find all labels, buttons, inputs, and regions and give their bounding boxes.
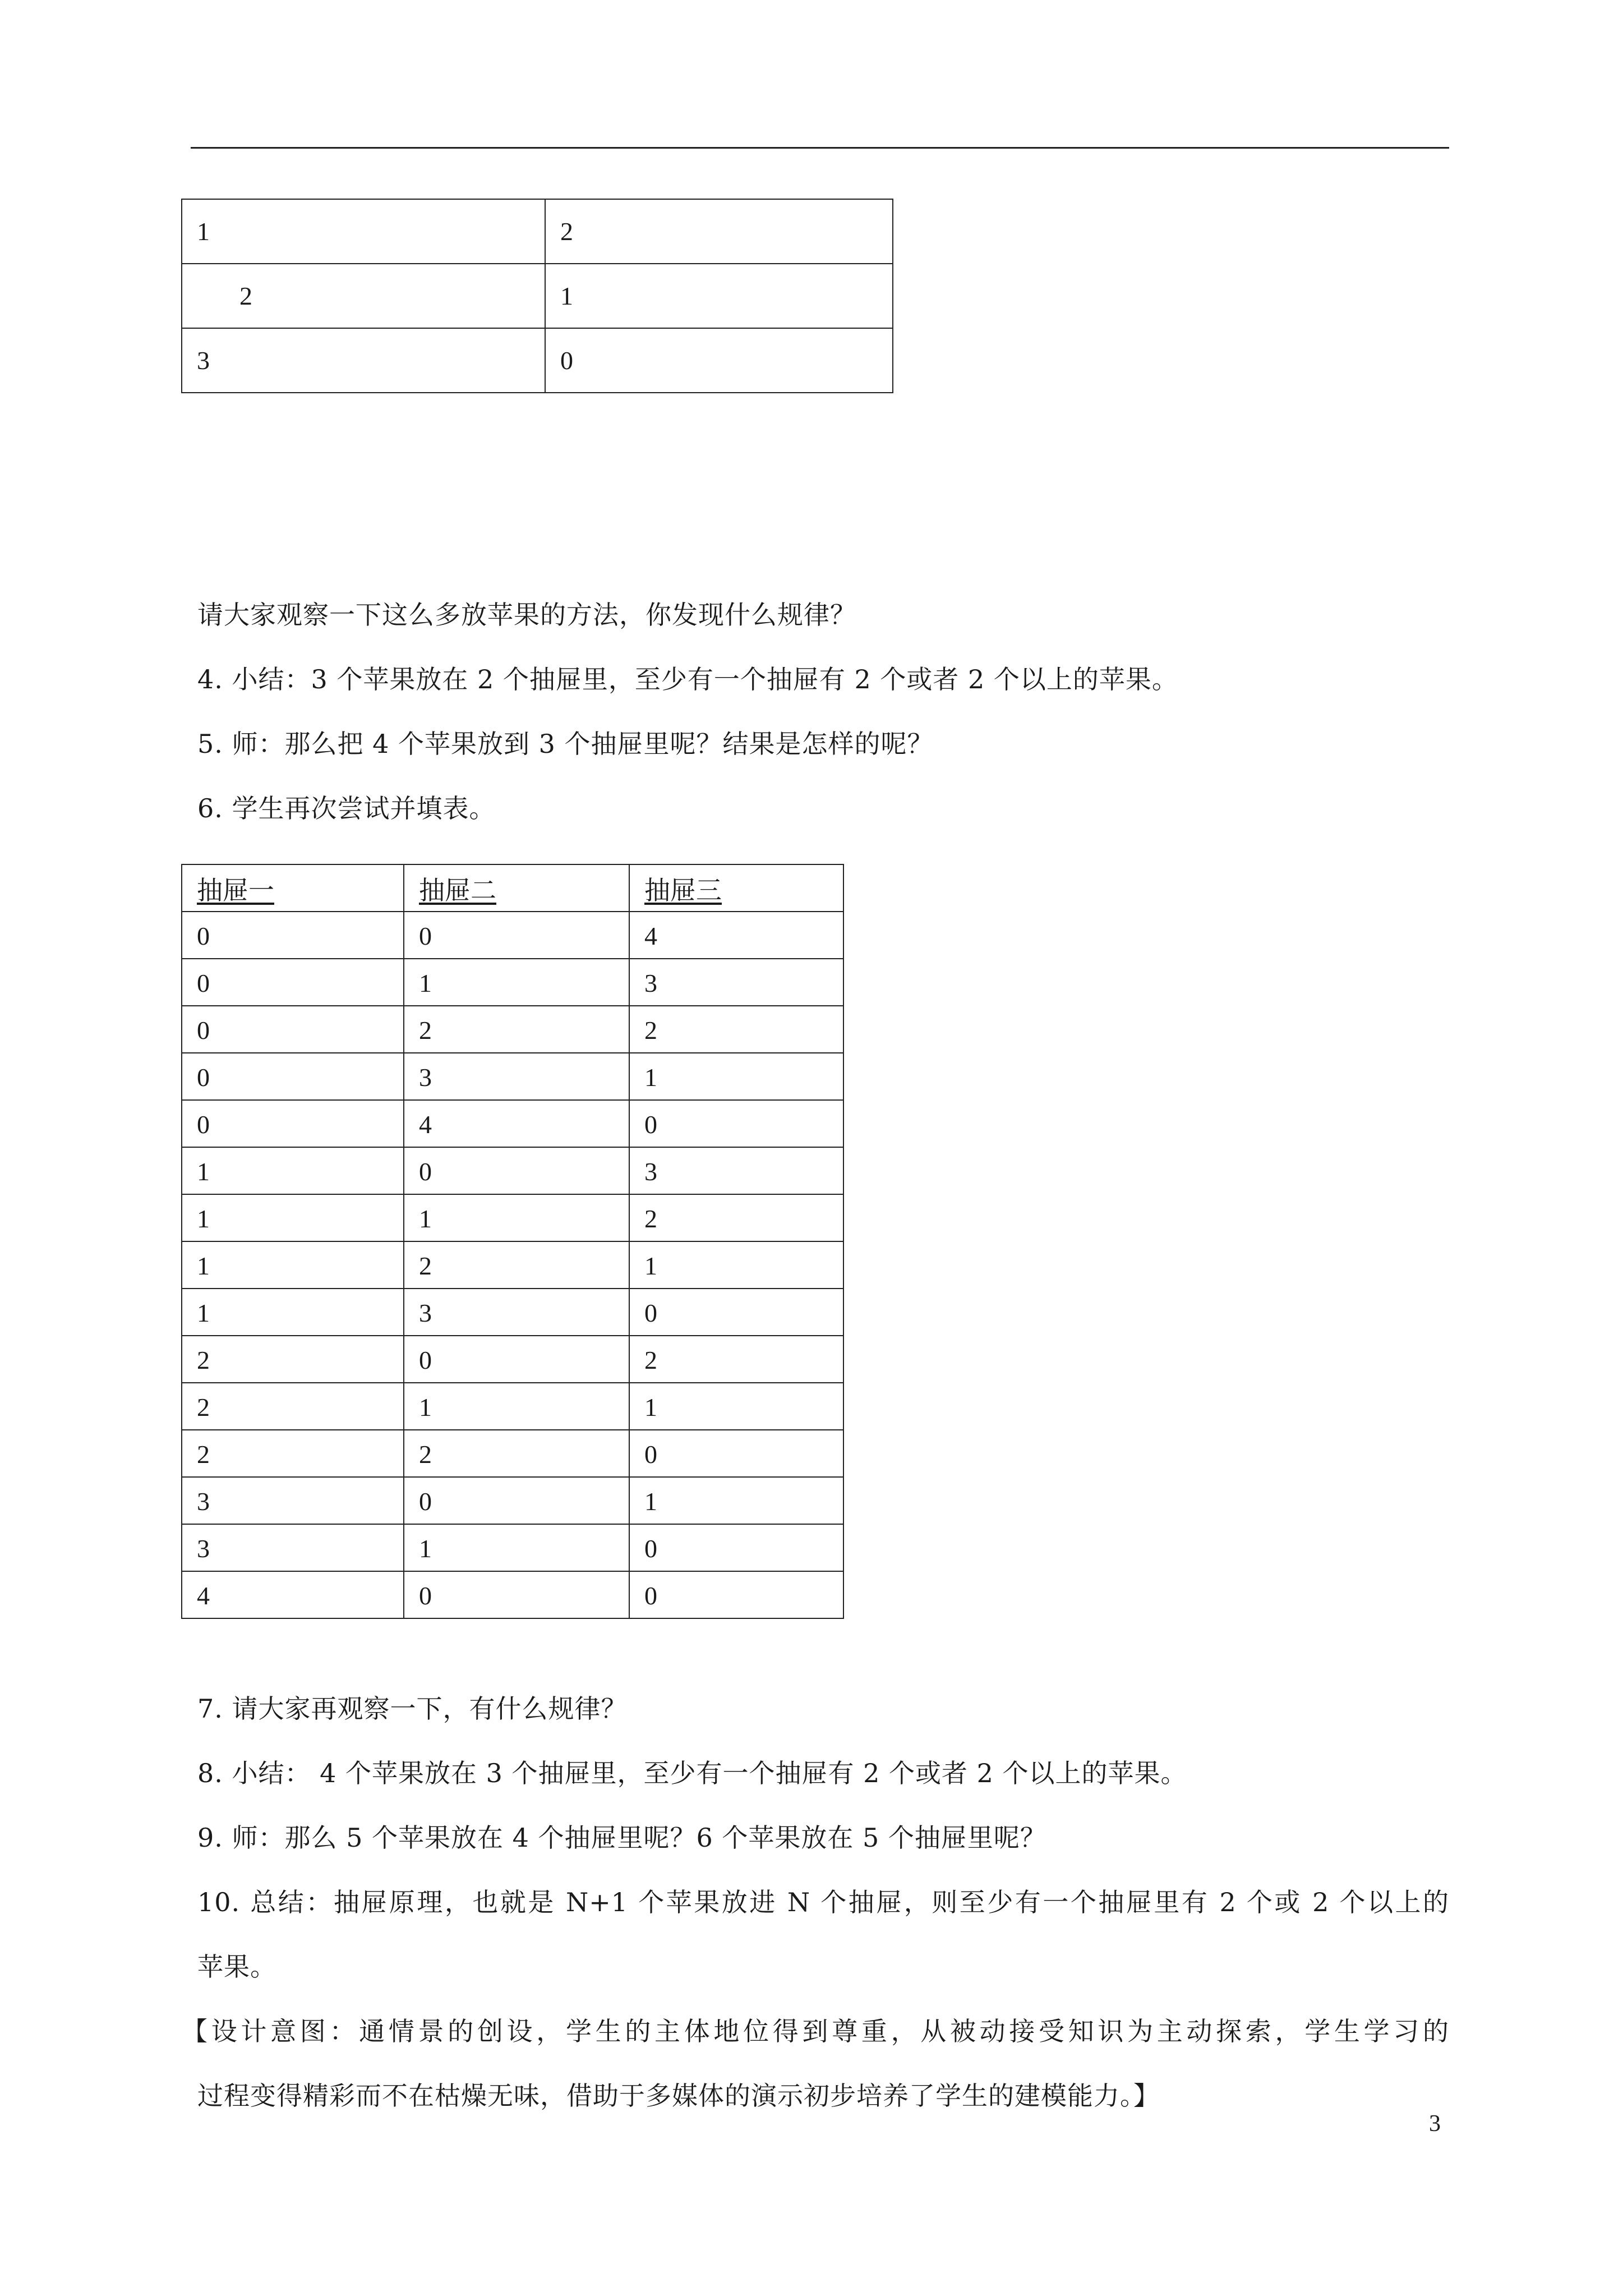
table-header-cell: 抽屉三 — [629, 864, 843, 912]
table-row — [182, 1477, 843, 1524]
table-cell: 0 — [404, 1571, 629, 1618]
table-apples-two-drawers — [181, 199, 893, 393]
table-cell: 0 — [629, 1430, 843, 1477]
table-cell: 1 — [545, 264, 893, 328]
table-cell: 0 — [404, 912, 629, 959]
paragraph-conclusion-10-cont: 苹果。 — [197, 1952, 276, 1982]
table-cell: 0 — [182, 1100, 404, 1147]
table-cell: 4 — [629, 912, 843, 959]
table-cell: 0 — [404, 1336, 629, 1383]
page-number: 3 — [1429, 2111, 1441, 2137]
table-cell: 1 — [404, 1524, 629, 1571]
table-cell: 0 — [182, 912, 404, 959]
table-cell: 4 — [182, 1571, 404, 1618]
table-cell: 1 — [404, 1194, 629, 1241]
table-cell: 0 — [629, 1524, 843, 1571]
table-cell: 2 — [182, 264, 545, 328]
paragraph-observe: 请大家观察一下这么多放苹果的方法，你发现什么规律？ — [197, 600, 856, 630]
table-header-row — [182, 864, 843, 912]
table-row — [182, 328, 893, 393]
table-row — [182, 1430, 843, 1477]
table-cell: 3 — [404, 1053, 629, 1100]
table-cell: 2 — [404, 1430, 629, 1477]
table-cell: 0 — [182, 1053, 404, 1100]
table-cell: 0 — [629, 1289, 843, 1336]
table-row — [182, 1053, 843, 1100]
paragraph-summary-8: 8. 小结： 4 个苹果放在 3 个抽屉里，至少有一个抽屉有 2 个或者 2 个以上的苹果。 — [197, 1758, 1187, 1788]
paragraph-observe-7: 7. 请大家再观察一下，有什么规律？ — [197, 1694, 628, 1724]
table-row — [182, 1336, 843, 1383]
table-cell: 3 — [182, 328, 545, 393]
table-apples-three-drawers — [181, 864, 844, 1619]
table-row — [182, 912, 843, 959]
table-cell: 1 — [182, 199, 545, 264]
design-intent-line1: 【设计意图：通情景的创设，学生的主体地位得到尊重，从被动接受知识为主动探索，学生学习的 — [182, 2016, 1449, 2046]
table-cell: 1 — [404, 959, 629, 1006]
paragraph-summary-4: 4. 小结：3 个苹果放在 2 个抽屉里，至少有一个抽屉有 2 个或者 2 个以上的苹果。 — [197, 664, 1178, 694]
table-row — [182, 1147, 843, 1194]
table-cell: 2 — [629, 1194, 843, 1241]
table-row — [182, 959, 843, 1006]
table-cell: 3 — [629, 959, 843, 1006]
table-row — [182, 1383, 843, 1430]
table-cell: 3 — [182, 1477, 404, 1524]
table-row — [182, 1006, 843, 1053]
table-cell: 0 — [182, 1006, 404, 1053]
paragraph-student-6: 6. 学生再次尝试并填表。 — [197, 793, 496, 823]
table-cell: 2 — [182, 1430, 404, 1477]
paragraph-conclusion-10: 10. 总结：抽屉原理，也就是 N+1 个苹果放进 N 个抽屉，则至少有一个抽屉里有 2 个或 2 个以上的 — [197, 1887, 1449, 1917]
table-row — [182, 1571, 843, 1618]
table-cell: 3 — [404, 1289, 629, 1336]
table-cell: 2 — [629, 1336, 843, 1383]
header-rule — [191, 147, 1449, 149]
table-cell: 3 — [629, 1147, 843, 1194]
table-cell: 1 — [629, 1053, 843, 1100]
table-cell: 4 — [404, 1100, 629, 1147]
table-cell: 0 — [629, 1100, 843, 1147]
table-header-cell: 抽屉二 — [404, 864, 629, 912]
table-cell: 2 — [404, 1006, 629, 1053]
table-cell: 0 — [629, 1571, 843, 1618]
table-cell: 1 — [182, 1241, 404, 1289]
table-cell: 3 — [182, 1524, 404, 1571]
table-cell: 0 — [404, 1147, 629, 1194]
table-cell: 0 — [404, 1477, 629, 1524]
table-row — [182, 199, 893, 264]
paragraph-teacher-9: 9. 师：那么 5 个苹果放在 4 个抽屉里呢？6 个苹果放在 5 个抽屉里呢？ — [197, 1823, 1046, 1853]
table-row — [182, 264, 893, 328]
table-cell: 2 — [629, 1006, 843, 1053]
table-cell: 1 — [182, 1289, 404, 1336]
table-row — [182, 1289, 843, 1336]
table-cell: 2 — [404, 1241, 629, 1289]
paragraph-teacher-5: 5. 师：那么把 4 个苹果放到 3 个抽屉里呢？结果是怎样的呢？ — [197, 729, 934, 759]
table-row — [182, 1241, 843, 1289]
table-row — [182, 1524, 843, 1571]
table-cell: 1 — [182, 1147, 404, 1194]
table-row — [182, 1100, 843, 1147]
table-cell: 1 — [629, 1241, 843, 1289]
table-header-cell: 抽屉一 — [182, 864, 404, 912]
table-cell: 2 — [545, 199, 893, 264]
table-cell: 1 — [629, 1477, 843, 1524]
table-cell: 2 — [182, 1383, 404, 1430]
table-cell: 0 — [545, 328, 893, 393]
table-cell: 2 — [182, 1336, 404, 1383]
table-cell: 1 — [629, 1383, 843, 1430]
table-cell: 1 — [404, 1383, 629, 1430]
table-row — [182, 1194, 843, 1241]
table-cell: 0 — [182, 959, 404, 1006]
table-cell: 1 — [182, 1194, 404, 1241]
design-intent-line2: 过程变得精彩而不在枯燥无味，借助于多媒体的演示初步培养了学生的建模能力。】 — [197, 2081, 1160, 2111]
